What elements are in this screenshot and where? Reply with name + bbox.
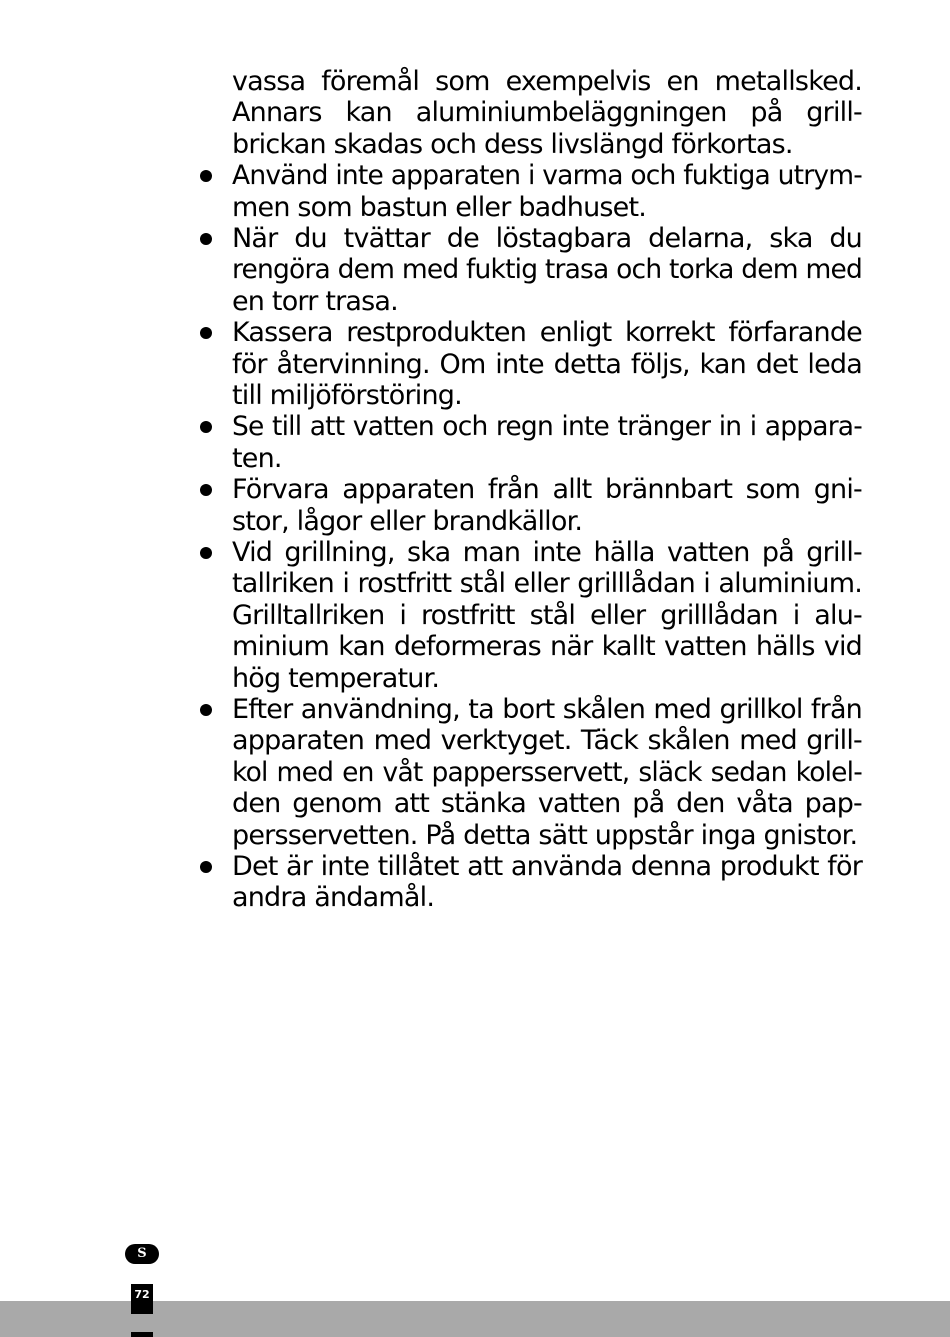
bullet-text-line: tallriken i rostfritt stål eller grilllådan i aluminium. (232, 568, 862, 600)
bullet-text-line: Vid grillning, ska man inte hälla vatten på grill- (232, 537, 862, 568)
intro-line: vassa föremål som exempelvis en metallsked. (232, 66, 862, 97)
bullet-text-line: till miljöförstöring. (232, 379, 462, 411)
language-badge: S (125, 1244, 159, 1264)
bullet-icon (200, 170, 212, 182)
bullet-text-line: Efter användning, ta bort skålen med grillkol från (232, 694, 862, 725)
bullet-text-line: kol med en våt pappersservett, släck sedan kolel- (232, 756, 862, 788)
bullet-icon (200, 484, 212, 496)
bullet-icon (200, 704, 212, 716)
bullet-text-line: Se till att vatten och regn inte tränger in i appara- (232, 411, 862, 443)
bullet-text-line: stor, lågor eller brandkällor. (232, 505, 583, 537)
bullet-text-line: Kassera restprodukten enligt korrekt förfarande (232, 317, 862, 349)
bullet-icon (200, 861, 212, 873)
bullet-text-line: När du tvättar de löstagbara delarna, ska du (232, 223, 862, 254)
bullet-text-line: hög temperatur. (232, 662, 440, 694)
bullet-text-line: persservetten. På detta sätt uppstår inga gnistor. (232, 819, 858, 851)
bullet-text-line: den genom att stänka vatten på den våta pap- (232, 788, 862, 820)
bullet-text-line: andra ändamål. (232, 882, 435, 914)
bullet-text-line: Använd inte apparaten i varma och fuktiga utrym- (232, 160, 862, 192)
bullet-icon (200, 547, 212, 559)
bullet-text-line: Grilltallriken i rostfritt stål eller grilllådan i alu- (232, 599, 862, 631)
bullet-icon (200, 327, 212, 339)
bullet-text-line: apparaten med verktyget. Täck skålen med grill- (232, 725, 862, 757)
bullet-text-line: för återvinning. Om inte detta följs, kan det leda (232, 348, 862, 380)
intro-line: brickan skadas och dess livslängd förkortas. (232, 128, 793, 160)
bullet-text-line: Det är inte tillåtet att använda denna produkt för (232, 851, 862, 882)
bullet-text-line: en torr trasa. (232, 285, 398, 317)
bullet-icon (200, 421, 212, 433)
bullet-text-line: men som bastun eller badhuset. (232, 191, 647, 223)
bullet-icon (200, 233, 212, 245)
intro-line: Annars kan aluminiumbeläggningen på grill- (232, 97, 862, 129)
bullet-text-line: rengöra dem med fuktig trasa och torka dem med (232, 254, 862, 286)
bullet-text-line: Förvara apparaten från allt brännbart som gni- (232, 474, 862, 506)
page-number: 72 (131, 1284, 153, 1314)
bullet-text-line: minium kan deformeras när kallt vatten hälls vid (232, 631, 862, 663)
page-number-tick (131, 1332, 153, 1337)
bullet-text-line: ten. (232, 442, 282, 474)
